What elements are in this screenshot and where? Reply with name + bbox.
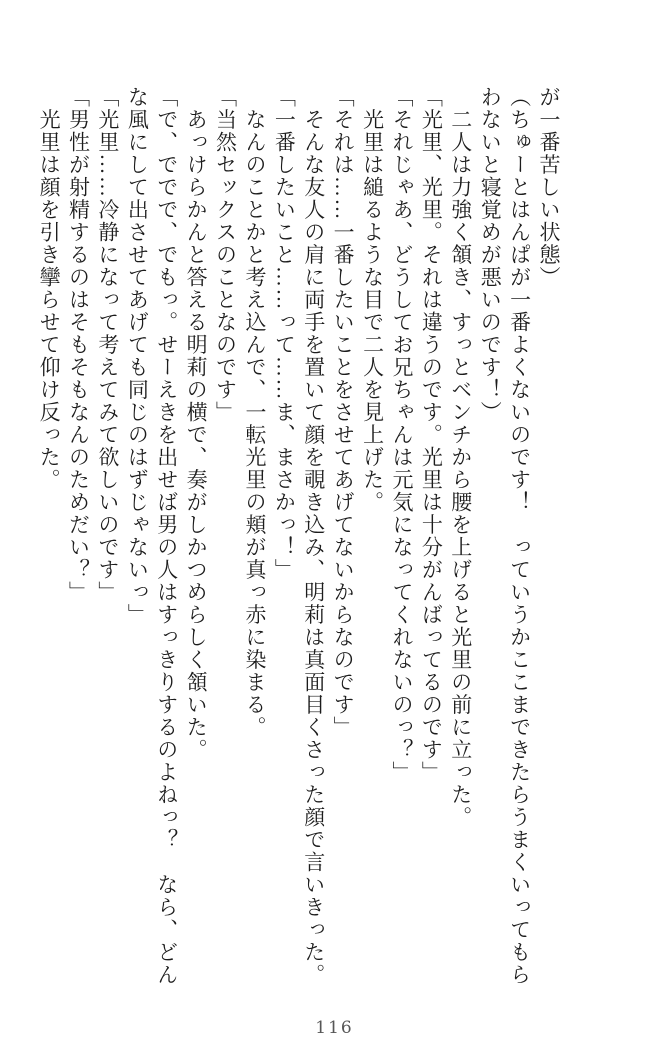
text-line: 「で、ででで、でもっ。せーえきを出せば男の人はすっきりするのよねっ？ なら、どん <box>154 86 179 986</box>
text-line: 「男性が射精するのはそもそもなんのためだい？」 <box>66 86 91 604</box>
text-line: あっけらかんと答える明莉の横で、奏がしかつめらしく頷いた。 <box>184 86 209 761</box>
text-line: わないと寝覚めが悪いのです！） <box>478 86 503 424</box>
text-line: が一番苦しい状態） <box>537 86 561 289</box>
text-block <box>34 86 563 996</box>
text-line: 「一番したいこと……って……ま、まさかっ！」 <box>272 86 297 581</box>
text-line: 「それじゃあ、どうしてお兄ちゃんは元気になってくれないのっ？」 <box>389 86 414 784</box>
page-number: 116 <box>315 1018 354 1038</box>
text-line: 「光里……冷静になって考えてみて欲しいのです」 <box>95 86 120 604</box>
text-line: なんのことかと考え込んで、一転光里の頬が真っ赤に染まる。 <box>242 86 267 739</box>
text-line: （ちゅーとはんぱが一番よくないのです！ っていうかここまできたらうまくいってもら <box>507 86 532 986</box>
text-line: 二人は力強く頷き、すっとベンチから腰を上げると光里の前に立った。 <box>448 86 473 829</box>
text-line: そんな友人の肩に両手を置いて顔を覗き込み、明莉は真面目くさった顔で言いきった。 <box>301 86 326 986</box>
text-line: 「当然セックスのことなのです」 <box>213 86 238 424</box>
text-line: 「光里、光里。それは違うのです。光里は十分がんばってるのです」 <box>419 86 444 784</box>
text-line: 光里は縋るような目で二人を見上げた。 <box>360 86 385 514</box>
text-line: 光里は顔を引き攣らせて仰け反った。 <box>37 86 62 491</box>
text-line: 「それは……一番したいことをさせてあげてないからなのです」 <box>331 86 356 739</box>
text-line: な風にして出させてあげても同じのはずじゃないっ」 <box>125 86 150 626</box>
